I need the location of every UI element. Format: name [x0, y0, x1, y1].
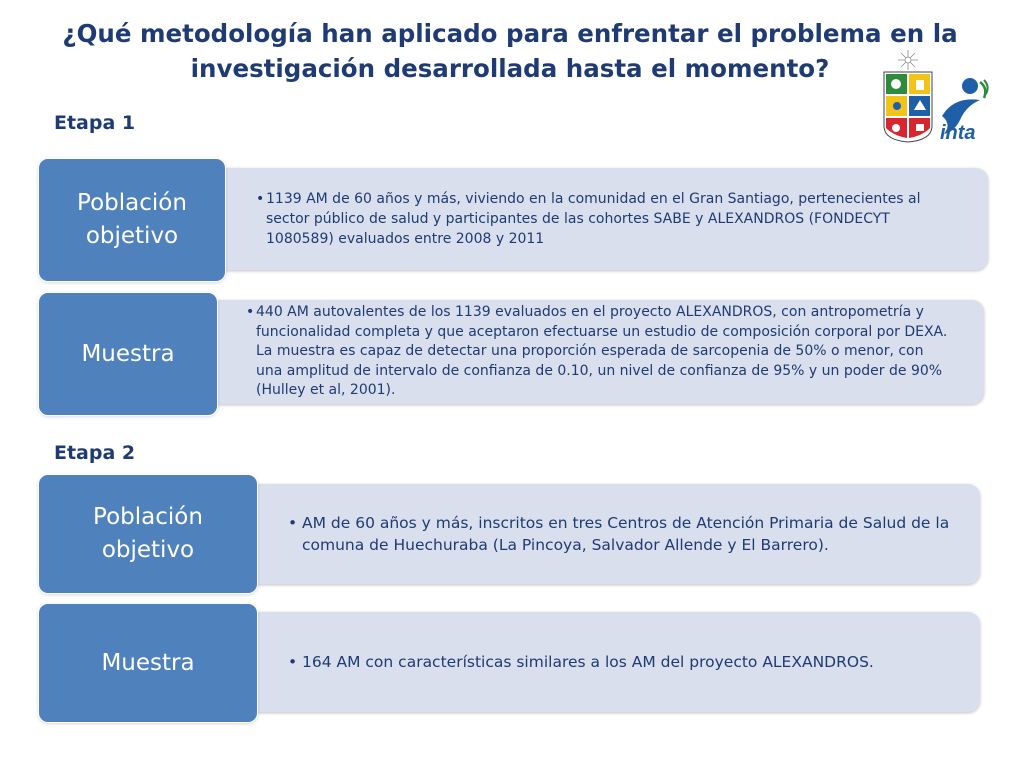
logos [880, 48, 990, 144]
page-title [40, 16, 980, 86]
stage-2-sample-text-box [244, 612, 980, 712]
stage-2-population-label-line-1: Población [93, 504, 203, 530]
stage-2-population-text-box [244, 484, 980, 584]
stage-1-sample-label-text: Muestra [81, 340, 175, 367]
stage-1-population-text-box [212, 168, 988, 270]
page-title-line-1: ¿Qué metodología han aplicado para enfrentar el problema en la [62, 19, 958, 48]
stage-1-sample-text-box [206, 300, 984, 404]
stage-2-sample-label [38, 603, 258, 723]
stage-1-heading: Etapa 1 [54, 112, 136, 134]
stage-1-population-label [38, 158, 226, 282]
page-title-line-2: investigación desarrollada hasta el momento? [190, 54, 830, 83]
stage-1-sample-label [38, 292, 218, 416]
stage-2-population-text: • AM de 60 años y más, inscritos en tres Centros de Atención Primaria de Salud de la comuna de Huechuraba (La Pincoya, Salvador Allende y El Barrero). [288, 512, 954, 556]
stage-2-heading: Etapa 2 [54, 442, 136, 464]
stage-1-sample-text: • 440 AM autovalentes de los 1139 evaluados en el proyecto ALEXANDROS, con antropometría y funcionalidad completa y que aceptaron efectuarse un estudio de composición corporal por DEXA. La muestra es capaz de detectar una proporción esperada de sarcopenia de 50% o menor, con una amplitud de intervalo de confianza de 0.10, un nivel de confianza de 95% y un poder de 90% (Hulley et al, 2001). [246, 303, 952, 401]
stage-2-sample-text: • 164 AM con características similares a los AM del proyecto ALEXANDROS. [288, 651, 874, 673]
stage-2-sample-label-text: Muestra [101, 649, 195, 676]
stage-1-population-label-line-1: Población [77, 190, 187, 216]
inta-logo-text: inta [940, 122, 976, 144]
stage-2-population-label-line-2: objetivo [101, 537, 195, 563]
stage-2-population-label [38, 474, 258, 594]
stage-1-population-label-line-2: objetivo [85, 223, 179, 249]
stage-1-population-text: • 1139 AM de 60 años y más, viviendo en la comunidad en el Gran Santiago, pertenecientes al sector público de salud y participantes de las cohortes SABE y ALEXANDROS (FONDECYT 1080589) evaluados entre 2008 y 2011 [256, 189, 938, 249]
